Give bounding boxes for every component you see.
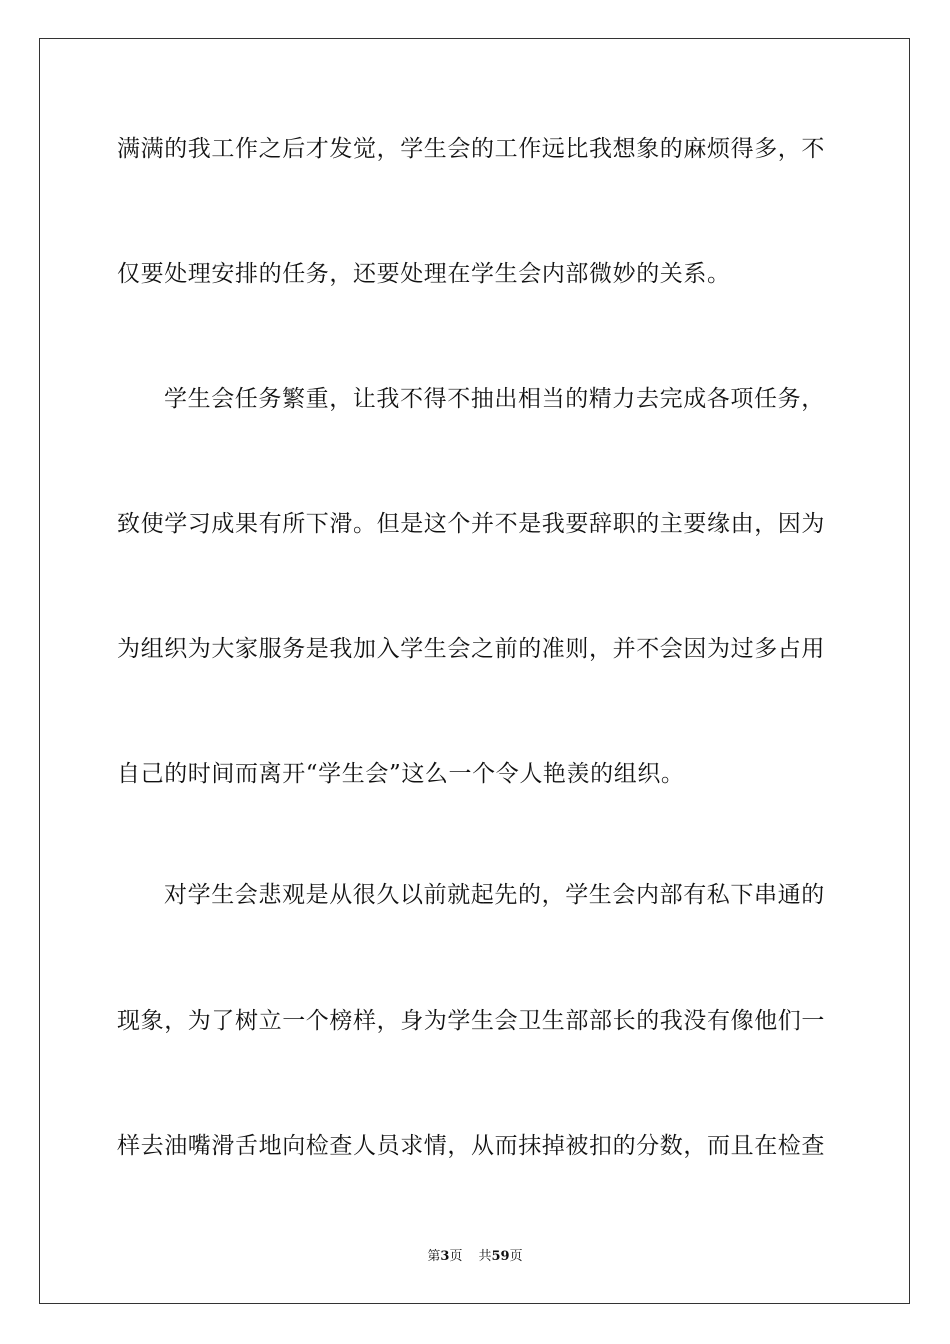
page-prefix: 第 — [427, 1249, 441, 1264]
text-line: 仅要处理安排的任务，还要处理在学生会内部微妙的关系。 — [117, 261, 731, 287]
page-suffix: 页 — [449, 1249, 463, 1264]
total-suffix: 页 — [509, 1249, 523, 1264]
text-line: 为组织为大家服务是我加入学生会之前的准则，并不会因为过多占用 — [117, 636, 825, 662]
page-footer — [0, 1248, 950, 1266]
page-border — [39, 38, 910, 1304]
text-line: 对学生会悲观是从很久以前就起先的，学生会内部有私下串通的 — [164, 882, 825, 908]
text-line: 满满的我工作之后才发觉，学生会的工作远比我想象的麻烦得多，不 — [117, 136, 825, 162]
total-pages: 59 — [491, 1249, 510, 1264]
page-number: 3 — [440, 1249, 450, 1264]
text-line: 现象，为了树立一个榜样，身为学生会卫生部部长的我没有像他们一 — [117, 1008, 825, 1034]
text-line: 致使学习成果有所下滑。但是这个并不是我要辞职的主要缘由，因为 — [117, 511, 825, 537]
text-line: 学生会任务繁重，让我不得不抽出相当的精力去完成各项任务， — [164, 386, 825, 412]
text-line: 样去油嘴滑舌地向检查人员求情，从而抹掉被扣的分数，而且在检查 — [117, 1133, 825, 1159]
text-line: 自己的时间而离开“学生会”这么一个令人艳羡的组织。 — [117, 761, 685, 787]
total-prefix: 共 — [478, 1249, 492, 1264]
